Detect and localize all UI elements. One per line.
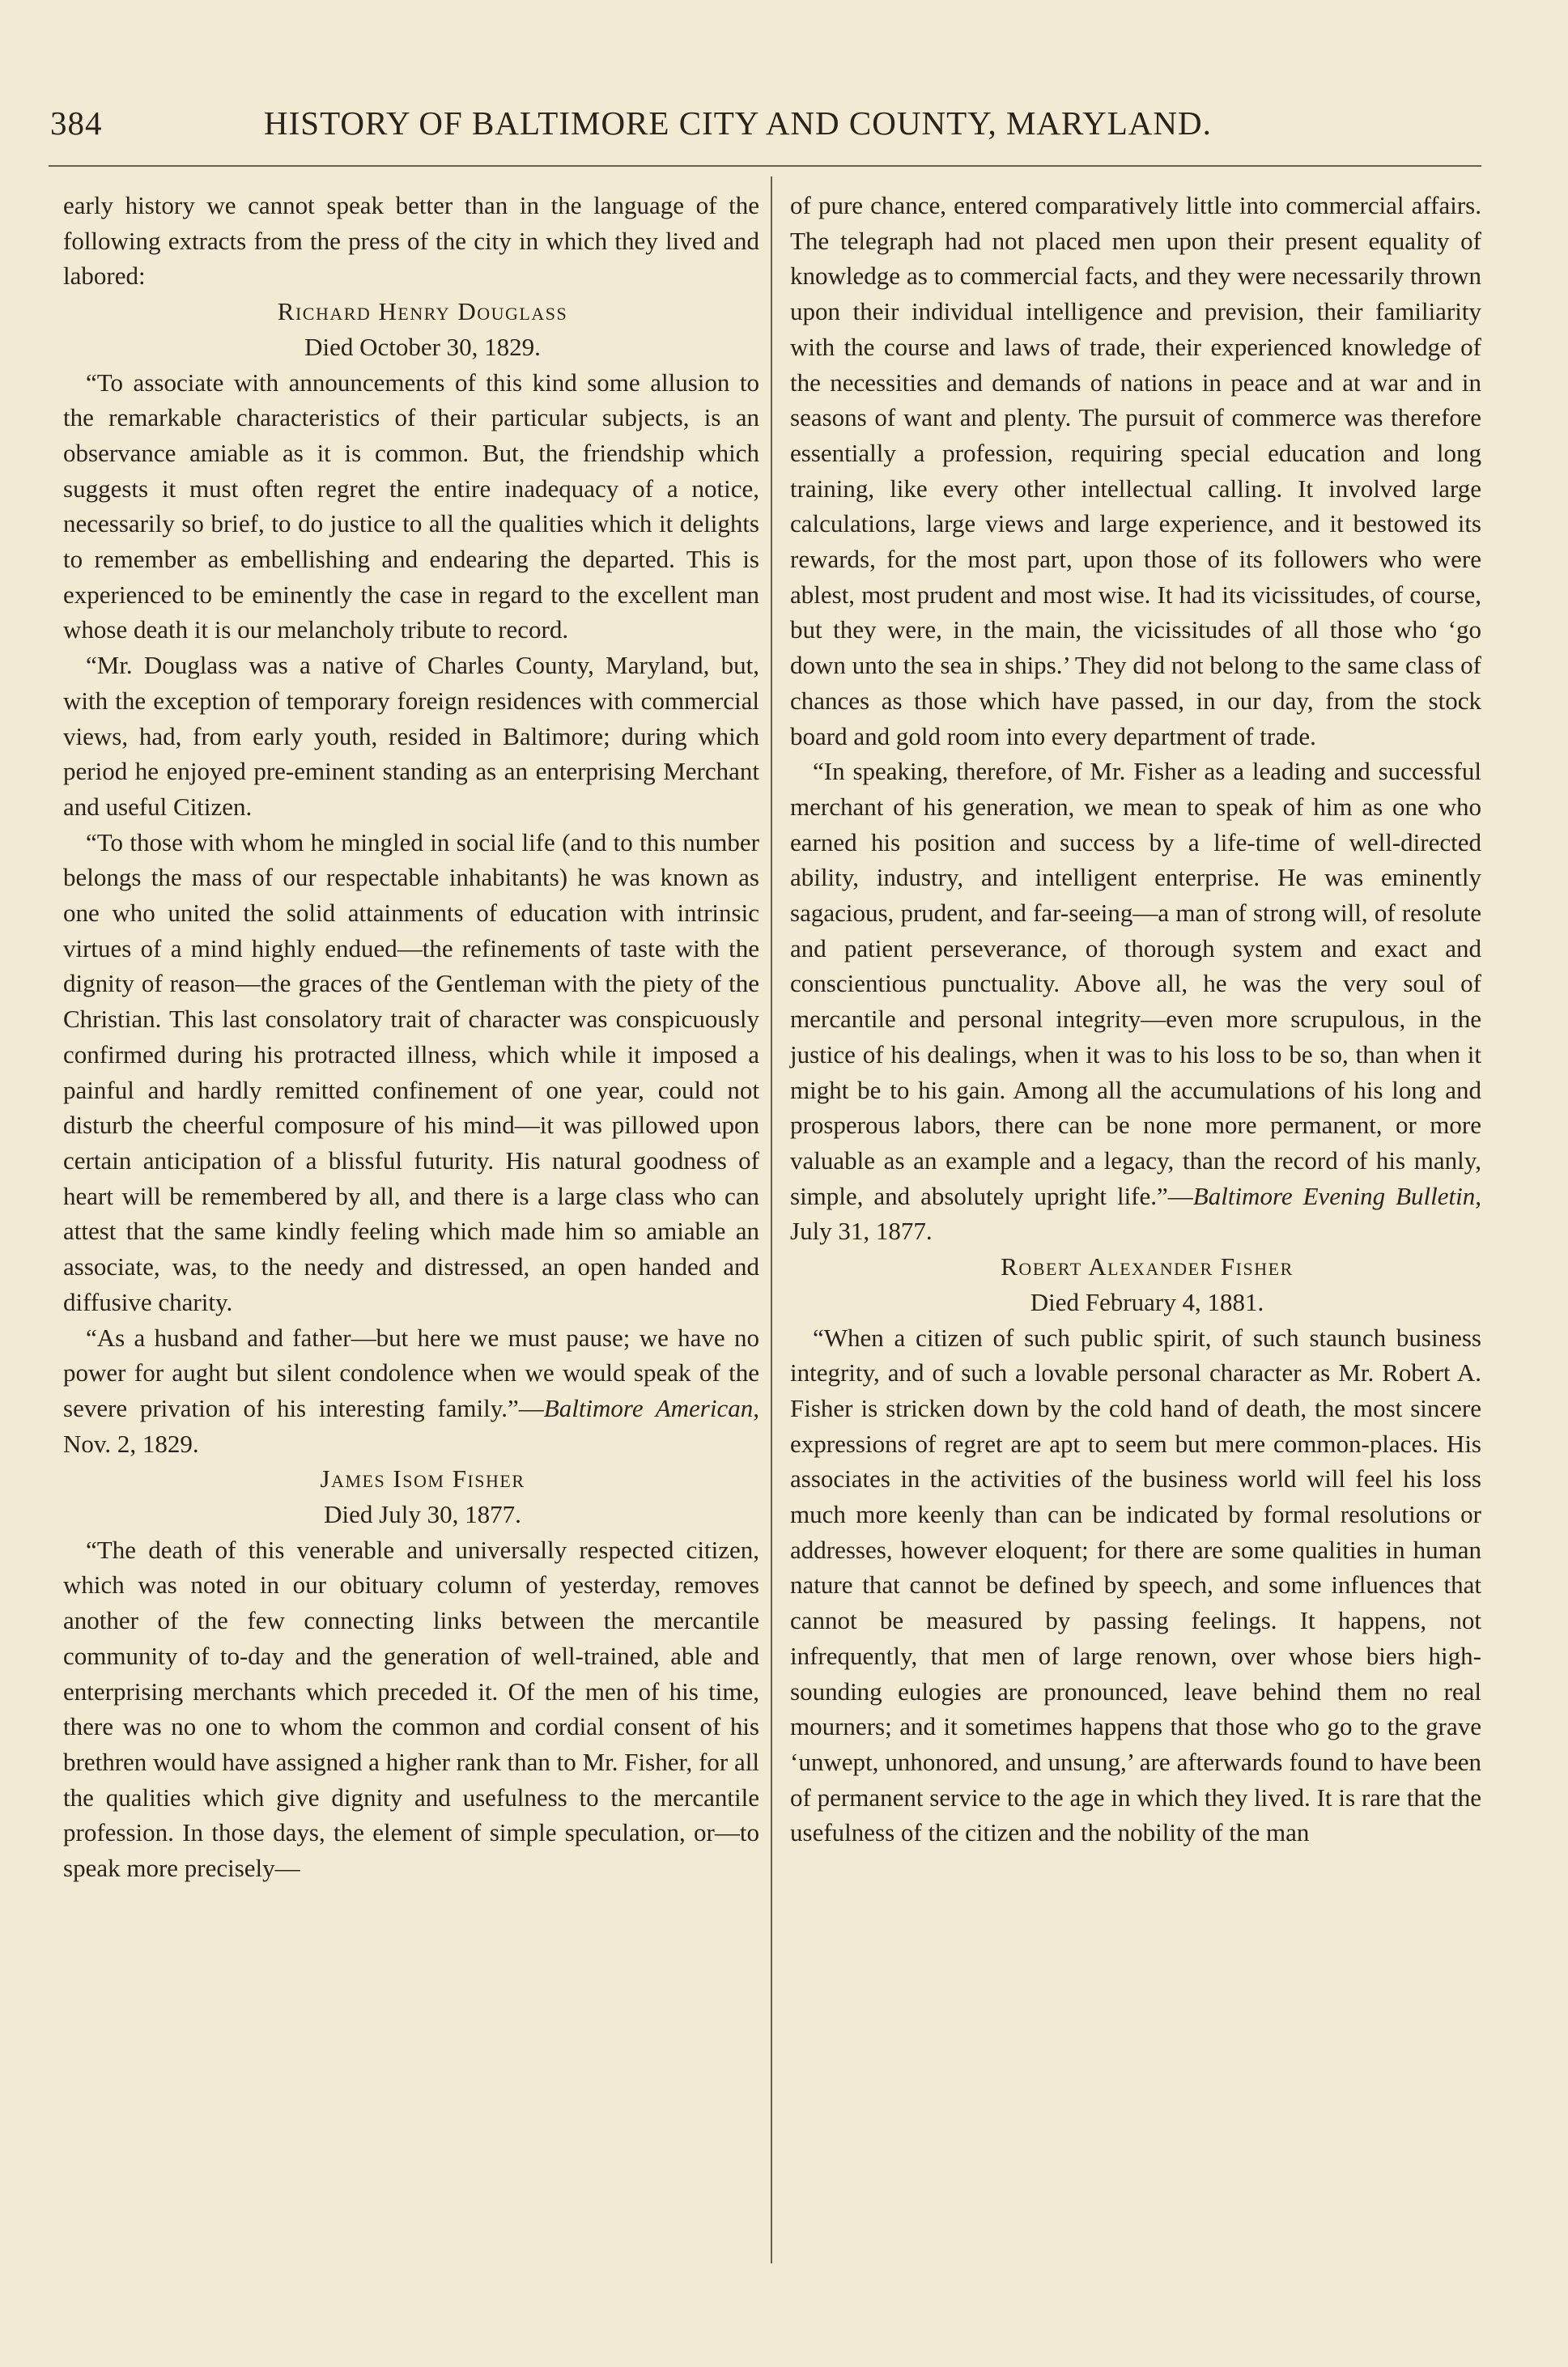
james-paragraph-continued: of pure chance, entered comparatively little into commercial affairs. The telegraph had not placed men upon their present equality of knowledge as to commercial facts, and they were necessarily thrown upon their individual intelligence and prevision, their familiarity with the course and laws of trade, their experienced knowledge of the necessities and demands of nations in peace and at war and in seasons of want and plenty. The pursuit of commerce was therefore essentially a profession, requiring special education and long training, like every other intellectual calling. It involved large calculations, large views and large experience, and it bestowed its rewards, for the most part, upon those of its followers who were ablest, most prudent and most wise. It had its vicissitudes, of course, but they were, in the main, the vicissitudes of all those who ‘go down unto the sea in ships.’ They did not belong to the same class of chances as those which have passed, in our day, from the stock board and gold room into every department of trade. bbox=[790, 191, 1481, 750]
james-source-date: July 31, 1877. bbox=[790, 1217, 933, 1246]
douglass-paragraph-1: “To associate with announcements of this kind some allusion to the remarkable characteristics of their particular subjects, is an observance amiable as it is common. But, the friendship which suggests it must often regret the entire inadequacy of a notice, necessarily so brief, to do justice to all the qualities which it delights to remember as embellishing and endearing the departed. This is experienced to be eminently the case in regard to the excellent man whose death it is our melancholy tribute to record. bbox=[63, 368, 759, 644]
running-header bbox=[50, 104, 1297, 152]
douglass-source: Baltimore American, bbox=[543, 1393, 759, 1422]
obituary-heading-robert: Robert Alexander Fisher bbox=[1001, 1252, 1294, 1281]
page-number: 384 bbox=[50, 104, 103, 142]
douglass-paragraph-4-text: “As a husband and father—but here we must pause; we have no power for aught but silent condolence when we would speak of the severe privation of his interesting family.”— bbox=[63, 1323, 759, 1422]
douglass-paragraph-2: “Mr. Douglass was a native of Charles County, Maryland, but, with the exception of temporary foreign residences with commercial views, had, from early youth, resided in Baltimore; during which period he enjoyed pre-eminent standing as an enterprising Merchant and useful Citizen. bbox=[63, 651, 759, 821]
james-source: Baltimore Evening Bulletin, bbox=[1192, 1181, 1481, 1210]
robert-paragraph-1: “When a citizen of such public spirit, of such staunch business integrity, and of such a lovable personal character as Mr. Robert A. Fisher is stricken down by the cold hand of death, the most sincere expressions of regret are apt to seem but mere common-places. His associates in the activities of the business world will feel his loss much more keenly than can be indicated by formal resolutions or addresses, however eloquent; for there are some qualities in human nature that cannot be defined by speech, and some influences that cannot be measured by passing feelings. It happens, not infrequently, that men of large renown, over whose biers high-sounding eulogies are pronounced, leave behind them no real mourners; and it sometimes happens that those who go to the grave ‘unwept, unhonored, and unsung,’ are afterwards found to have been of permanent service to the age in which they lived. It is rare that the usefulness of the citizen and the nobility of the man bbox=[790, 1323, 1481, 1847]
james-paragraph-2 bbox=[790, 754, 1481, 1249]
right-column bbox=[790, 188, 1481, 1851]
obituary-heading-james: James Isom Fisher bbox=[320, 1464, 525, 1494]
obituary-date-james: Died July 30, 1877. bbox=[324, 1500, 521, 1529]
running-title: HISTORY OF BALTIMORE CITY AND COUNTY, MARYLAND. bbox=[264, 104, 1212, 142]
douglass-paragraph-4 bbox=[63, 1320, 759, 1462]
column-divider bbox=[771, 176, 772, 2263]
left-column bbox=[63, 188, 759, 1886]
douglass-paragraph-3: “To those with whom he mingled in social life (and to this number belongs the mass of our respectable inhabitants) he was known as one who united the solid attainments of education with intrinsic virtues of a mind highly endued—the refinements of taste with the dignity of reason—the graces of the Gentleman with the piety of the Christian. This last consolatory trait of character was conspicuously confirmed during his protracted illness, which while it imposed a painful and hardly remitted confinement of one year, could not disturb the cheerful composure of his mind—it was pillowed upon certain anticipation of a blissful futurity. His natural goodness of heart will be remembered by all, and there is a large class who can attest that the same kindly feeling which made him so amiable an associate, was, to the needy and distressed, an open handed and diffusive charity. bbox=[63, 827, 759, 1316]
obituary-heading-douglass: Richard Henry Douglass bbox=[277, 297, 568, 326]
douglass-source-date: Nov. 2, 1829. bbox=[63, 1429, 199, 1458]
james-paragraph-1: “The death of this venerable and universally respected citizen, which was noted in our obituary column of yesterday, removes another of the few connecting links between the mercantile community of to-day and the generation of well-trained, able and enterprising merchants which preceded it. Of the men of his time, there was no one to whom the common and cordial consent of his brethren would have assigned a higher rank than to Mr. Fisher, for all the qualities which give dignity and usefulness to the mercantile profession. In those days, the element of simple speculation, or—to speak more precisely— bbox=[63, 1535, 759, 1883]
header-rule bbox=[49, 165, 1481, 167]
obituary-date-douglass: Died October 30, 1829. bbox=[304, 332, 541, 361]
obituary-date-robert: Died February 4, 1881. bbox=[1030, 1287, 1264, 1316]
intro-paragraph: early history we cannot speak better than in the language of the following extracts from the press of the city in which they lived and labored: bbox=[63, 191, 759, 291]
james-paragraph-2-text: “In speaking, therefore, of Mr. Fisher as a leading and successful merchant of his generation, we mean to speak of him as one who earned his position and success by a life-time of well-directed ability, industry, and intelligent enterprise. He was eminently sagacious, prudent, and far-seeing—a man of strong will, of resolute and patient perseverance, of thorough system and exact and conscientious punctuality. Above all, he was the very soul of mercantile and personal integrity—even more scrupulous, in the justice of his dealings, when it was to his loss to be so, than when it might be to his gain. Among all the accumulations of his long and prosperous labors, there can be none more permanent, or more valuable as an example and a legacy, than the record of his manly, simple, and absolutely upright life.”— bbox=[790, 757, 1481, 1210]
